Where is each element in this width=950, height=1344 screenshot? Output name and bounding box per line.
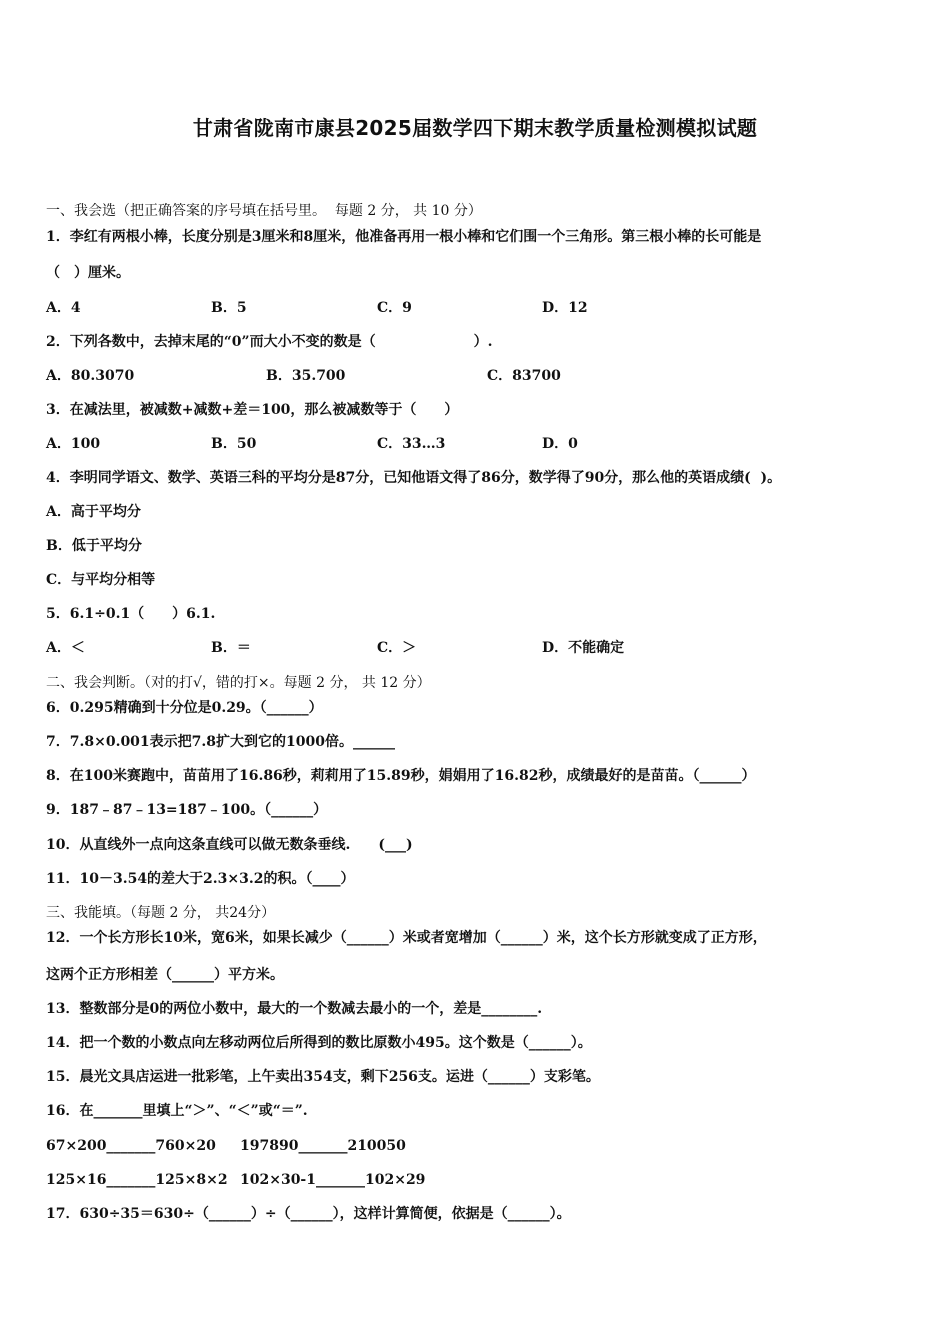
q3-option-a: A．100 (46, 436, 101, 452)
question-9: 9．187﹣87﹣13=187﹣100。（______） (46, 802, 328, 818)
question-8: 8．在100米赛跑中，苗苗用了16.86秒，莉莉用了15.89秒，娟娟用了16.82秒，成绩最好的是苗苗。（______） (46, 768, 756, 784)
section-2-heading: 二、我会判断。（对的打√，错的打×。每题 2 分， 共 12 分） (46, 675, 431, 691)
question-16: 16．在_______里填上“＞”、“＜”或“＝”. (46, 1103, 308, 1119)
question-2: 2．下列各数中，去掉末尾的“0”而大小不变的数是（ ）. (46, 334, 493, 350)
q4-option-b: B．低于平均分 (46, 538, 142, 554)
question-1-line-1: 1．李红有两根小棒，长度分别是3厘米和8厘米，他准备再用一根小棒和它们围一个三角形。第三根小棒的长可能是 (46, 229, 762, 245)
question-15: 15．晨光文具店运进一批彩笔，上午卖出354支，剩下256支。运进（______）支彩笔。 (46, 1069, 600, 1085)
q4-option-a: A．高于平均分 (46, 504, 141, 520)
question-4: 4．李明同学语文、数学、英语三科的平均分是87分，已知他语文得了86分，数学得了90分，那么他的英语成绩( )。 (46, 470, 782, 486)
page-title: 甘肃省陇南市康县2025届数学四下期末教学质量检测模拟试题 (192, 116, 758, 140)
question-17: 17．630÷35＝630÷（______）÷（______），这样计算简便，依据是（______）。 (46, 1206, 571, 1222)
section-3-heading: 三、我能填。（每题 2 分， 共24分） (46, 905, 276, 921)
question-1-line-2: （ ）厘米。 (46, 265, 130, 281)
question-6: 6．0.295精确到十分位是0.29。（______） (46, 700, 323, 716)
question-3: 3．在减法里，被减数+减数+差＝100，那么被减数等于（ ） (46, 402, 459, 418)
q5-option-d: D．不能确定 (542, 640, 625, 656)
q16-item-2: 197890_______210050 (240, 1138, 406, 1154)
q1-option-d: D．12 (542, 300, 588, 316)
q16-item-1: 67×200_______760×20 (46, 1138, 216, 1154)
question-14: 14．把一个数的小数点向左移动两位后所得到的数比原数小495。这个数是（______）。 (46, 1035, 592, 1051)
question-12-line-1: 12．一个长方形长10米，宽6米，如果长减少（______）米或者宽增加（______）米，这个长方形就变成了正方形， (46, 930, 767, 946)
q1-option-c: C．9 (377, 300, 412, 316)
question-11: 11．10－3.54的差大于2.3×3.2的积。（____） (46, 871, 355, 887)
question-12-line-2: 这两个正方形相差（______）平方米。 (46, 967, 284, 983)
question-10: 10．从直线外一点向这条直线可以做无数条垂线. (___) (46, 837, 413, 853)
q3-option-b: B．50 (211, 436, 257, 452)
q3-option-d: D．0 (542, 436, 578, 452)
q16-item-3: 125×16_______125×8×2 (46, 1172, 228, 1188)
q3-option-c: C．33…3 (377, 436, 446, 452)
q5-option-a: A．＜ (46, 640, 85, 656)
q16-item-4: 102×30-1_______102×29 (240, 1172, 426, 1188)
q1-option-a: A．4 (46, 300, 81, 316)
q5-option-c: C．＞ (377, 640, 417, 656)
q2-option-c: C．83700 (487, 368, 561, 384)
q5-option-b: B．＝ (211, 640, 251, 656)
q2-option-b: B．35.700 (266, 368, 346, 384)
q4-option-c: C．与平均分相等 (46, 572, 156, 588)
section-1-heading: 一、我会选（把正确答案的序号填在括号里。 每题 2 分， 共 10 分） (46, 203, 482, 219)
q1-option-b: B．5 (211, 300, 247, 316)
question-5: 5．6.1÷0.1（ ）6.1. (46, 606, 216, 622)
question-13: 13．整数部分是0的两位小数中，最大的一个数减去最小的一个，差是________. (46, 1001, 543, 1017)
q2-option-a: A．80.3070 (46, 368, 135, 384)
question-7: 7．7.8×0.001表示把7.8扩大到它的1000倍。______ (46, 734, 395, 750)
